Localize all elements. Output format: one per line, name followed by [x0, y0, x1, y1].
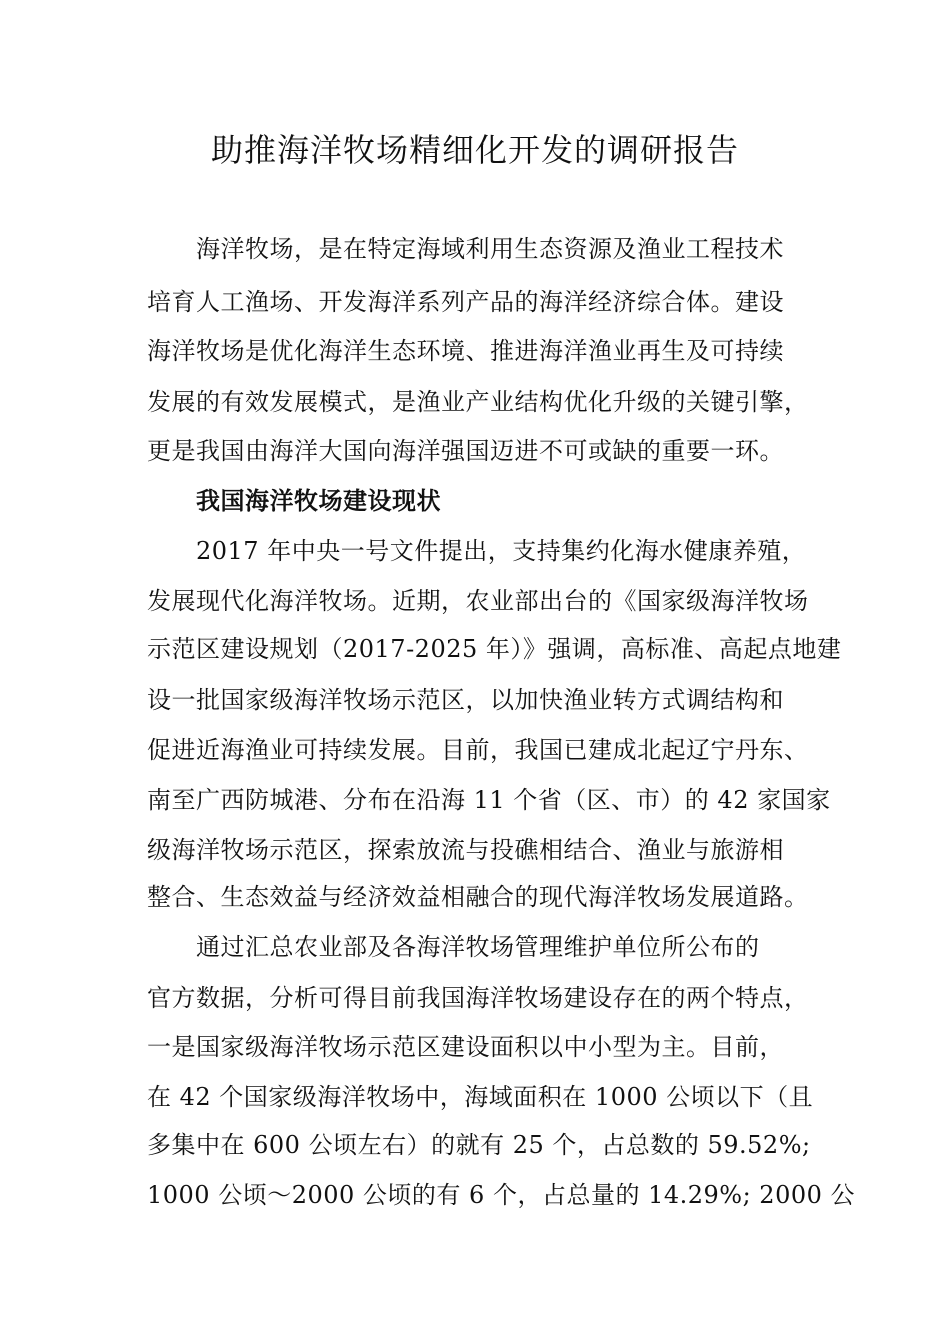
paragraph-line: 发展的有效发展模式，是渔业产业结构优化升级的关键引擎，: [147, 388, 809, 416]
paragraph-line: 海洋牧场是优化海洋生态环境、推进海洋渔业再生及可持续: [147, 337, 784, 365]
paragraph-line: 1000 公顷～2000 公顷的有 6 个，占总量的 14.29%; 2000 公: [147, 1181, 856, 1209]
paragraph-line: 官方数据，分析可得目前我国海洋牧场建设存在的两个特点，: [147, 984, 809, 1012]
paragraph-line: 更是我国由海洋大国向海洋强国迈进不可或缺的重要一环。: [147, 437, 784, 465]
document-title: 助推海洋牧场精细化开发的调研报告: [210, 131, 739, 169]
paragraph-line: 示范区建设规划（2017-2025 年）》强调，高标准、高起点地建: [147, 635, 842, 663]
paragraph-line: 培育人工渔场、开发海洋系列产品的海洋经济综合体。建设: [147, 288, 784, 316]
paragraph-line: 促进近海渔业可持续发展。目前，我国已建成北起辽宁丹东、: [147, 736, 809, 764]
paragraph-line: 通过汇总农业部及各海洋牧场管理维护单位所公布的: [196, 933, 760, 961]
paragraph-line: 2017 年中央一号文件提出，支持集约化海水健康养殖，: [196, 537, 807, 565]
paragraph-line: 级海洋牧场示范区，探索放流与投礁相结合、渔业与旅游相: [147, 836, 784, 864]
paragraph-line: 海洋牧场，是在特定海域利用生态资源及渔业工程技术: [196, 235, 784, 263]
paragraph-line: 多集中在 600 公顷左右）的就有 25 个，占总数的 59.52%;: [147, 1131, 811, 1159]
paragraph-line: 一是国家级海洋牧场示范区建设面积以中小型为主。目前，: [147, 1033, 784, 1061]
paragraph-line: 在 42 个国家级海洋牧场中，海域面积在 1000 公顷以下（且: [147, 1083, 814, 1111]
paragraph-line: 整合、生态效益与经济效益相融合的现代海洋牧场发展道路。: [147, 883, 809, 911]
section-heading: 我国海洋牧场建设现状: [196, 487, 441, 515]
paragraph-line: 南至广西防城港、分布在沿海 11 个省（区、市）的 42 家国家: [147, 786, 831, 814]
paragraph-line: 设一批国家级海洋牧场示范区，以加快渔业转方式调结构和: [147, 686, 784, 714]
paragraph-line: 发展现代化海洋牧场。近期，农业部出台的《国家级海洋牧场: [147, 587, 809, 615]
